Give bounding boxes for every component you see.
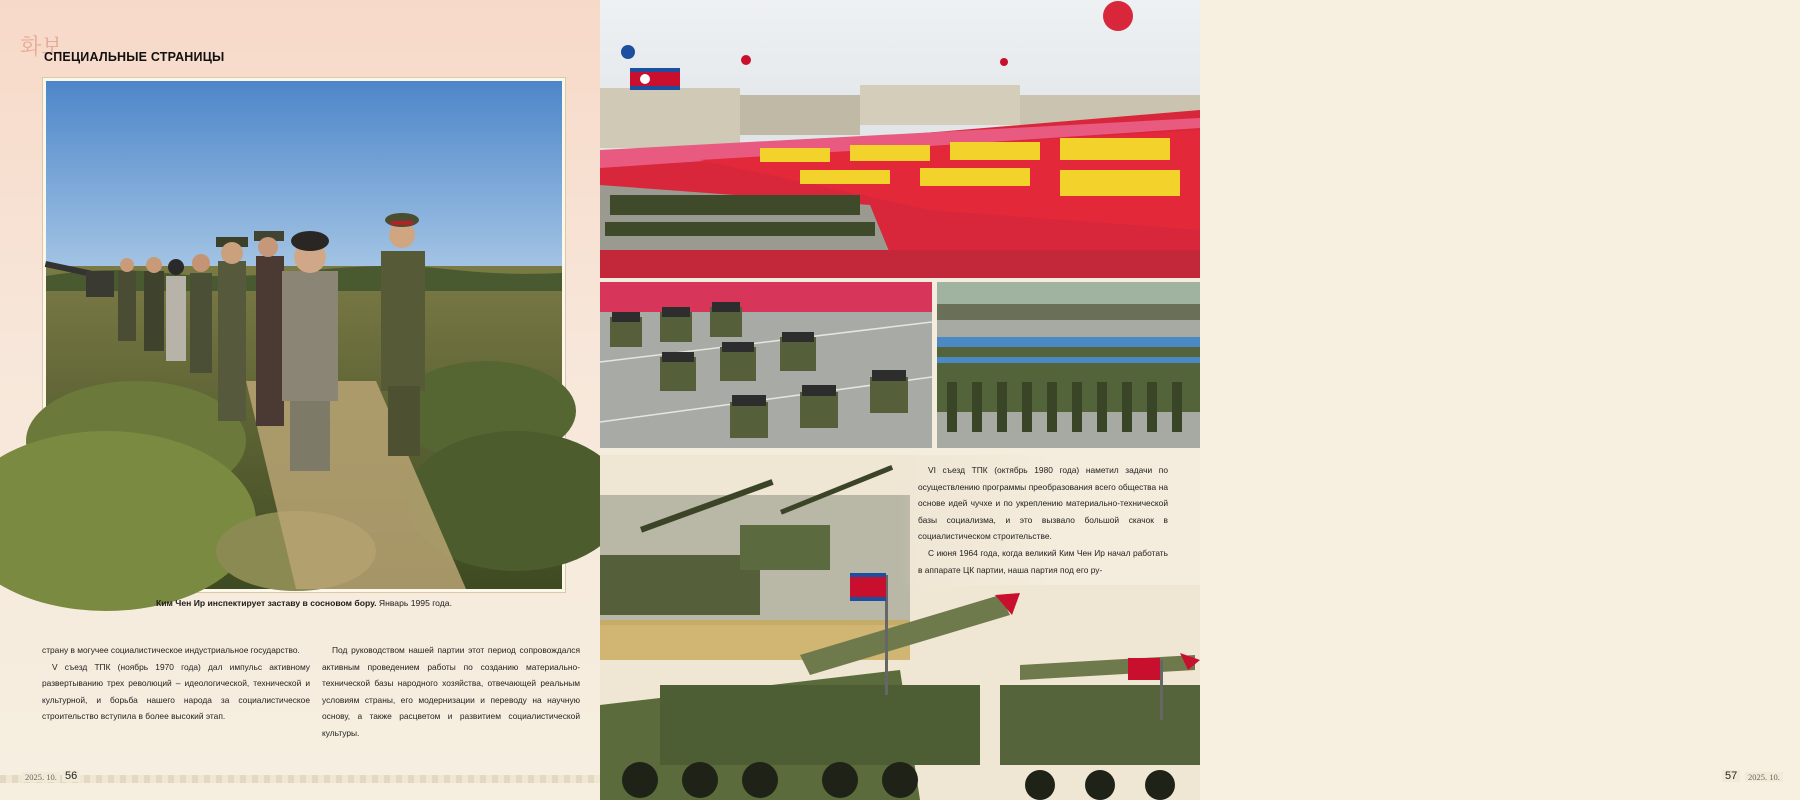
soldiers-image	[937, 282, 1200, 448]
inspection-photo	[46, 81, 562, 589]
page-number: 56	[62, 770, 80, 782]
text-column-2	[322, 642, 580, 742]
footer-left	[0, 770, 600, 788]
paragraph: С июня 1964 года, когда великий Ким Чен Ир начал работать в аппарате ЦК партии, наша партия под его ру-	[918, 547, 1168, 575]
main-photo	[46, 81, 562, 589]
text-column-1	[42, 642, 310, 725]
left-page	[0, 0, 600, 800]
paragraph: Под руководством нашей партии этот период сопровождался активным проведением работы по созданию материально-технической базы народного хозяйства, отвечающей реальным условиям страны, его модернизации и переводу на научную основу, а также расцветом и развитием социалистической культуры.	[322, 645, 580, 738]
footer-date: 2025. 10.	[22, 772, 60, 782]
paragraph: страну в могучее социалистическое индустриальное государство.	[42, 645, 300, 655]
main-photo-frame	[42, 77, 566, 593]
section-title: СПЕЦИАЛЬНЫЕ СТРАНИЦЫ	[44, 50, 225, 64]
section-logo-text: 화보	[20, 35, 63, 60]
rocket-launchers-photo	[600, 282, 932, 448]
text-column-3	[918, 462, 1168, 578]
photo-caption	[42, 598, 566, 608]
launchers-image	[600, 282, 932, 448]
right-page	[600, 0, 1780, 800]
footer-date: 2025. 10.	[1745, 772, 1783, 782]
parade-photo	[600, 0, 1200, 278]
caption-date: Январь 1995 года.	[376, 598, 452, 608]
footer-right	[1200, 770, 1800, 788]
caption-bold: Ким Чен Ир инспектирует заставу в сосновом бору.	[156, 598, 377, 608]
page-number: 57	[1722, 770, 1740, 782]
paragraph: V съезд ТПК (ноябрь 1970 года) дал импульс активному развертыванию трех революций – идеологической, технической и культурной, и борьба нашего народа за социалистическое строительство вступила в более высокий этап.	[42, 661, 310, 722]
paragraph: VI съезд ТПК (октябрь 1980 года) наметил задачи по осуществлению программы преобразования всего общества на основе идей чучхе и по укреплению материально-технической базы социализма, и это вызвало большой скачок в социалистическом строительстве.	[918, 465, 1168, 542]
marching-soldiers-photo	[937, 282, 1200, 448]
footer-ornament	[0, 775, 600, 783]
parade-square-image	[600, 0, 1200, 278]
